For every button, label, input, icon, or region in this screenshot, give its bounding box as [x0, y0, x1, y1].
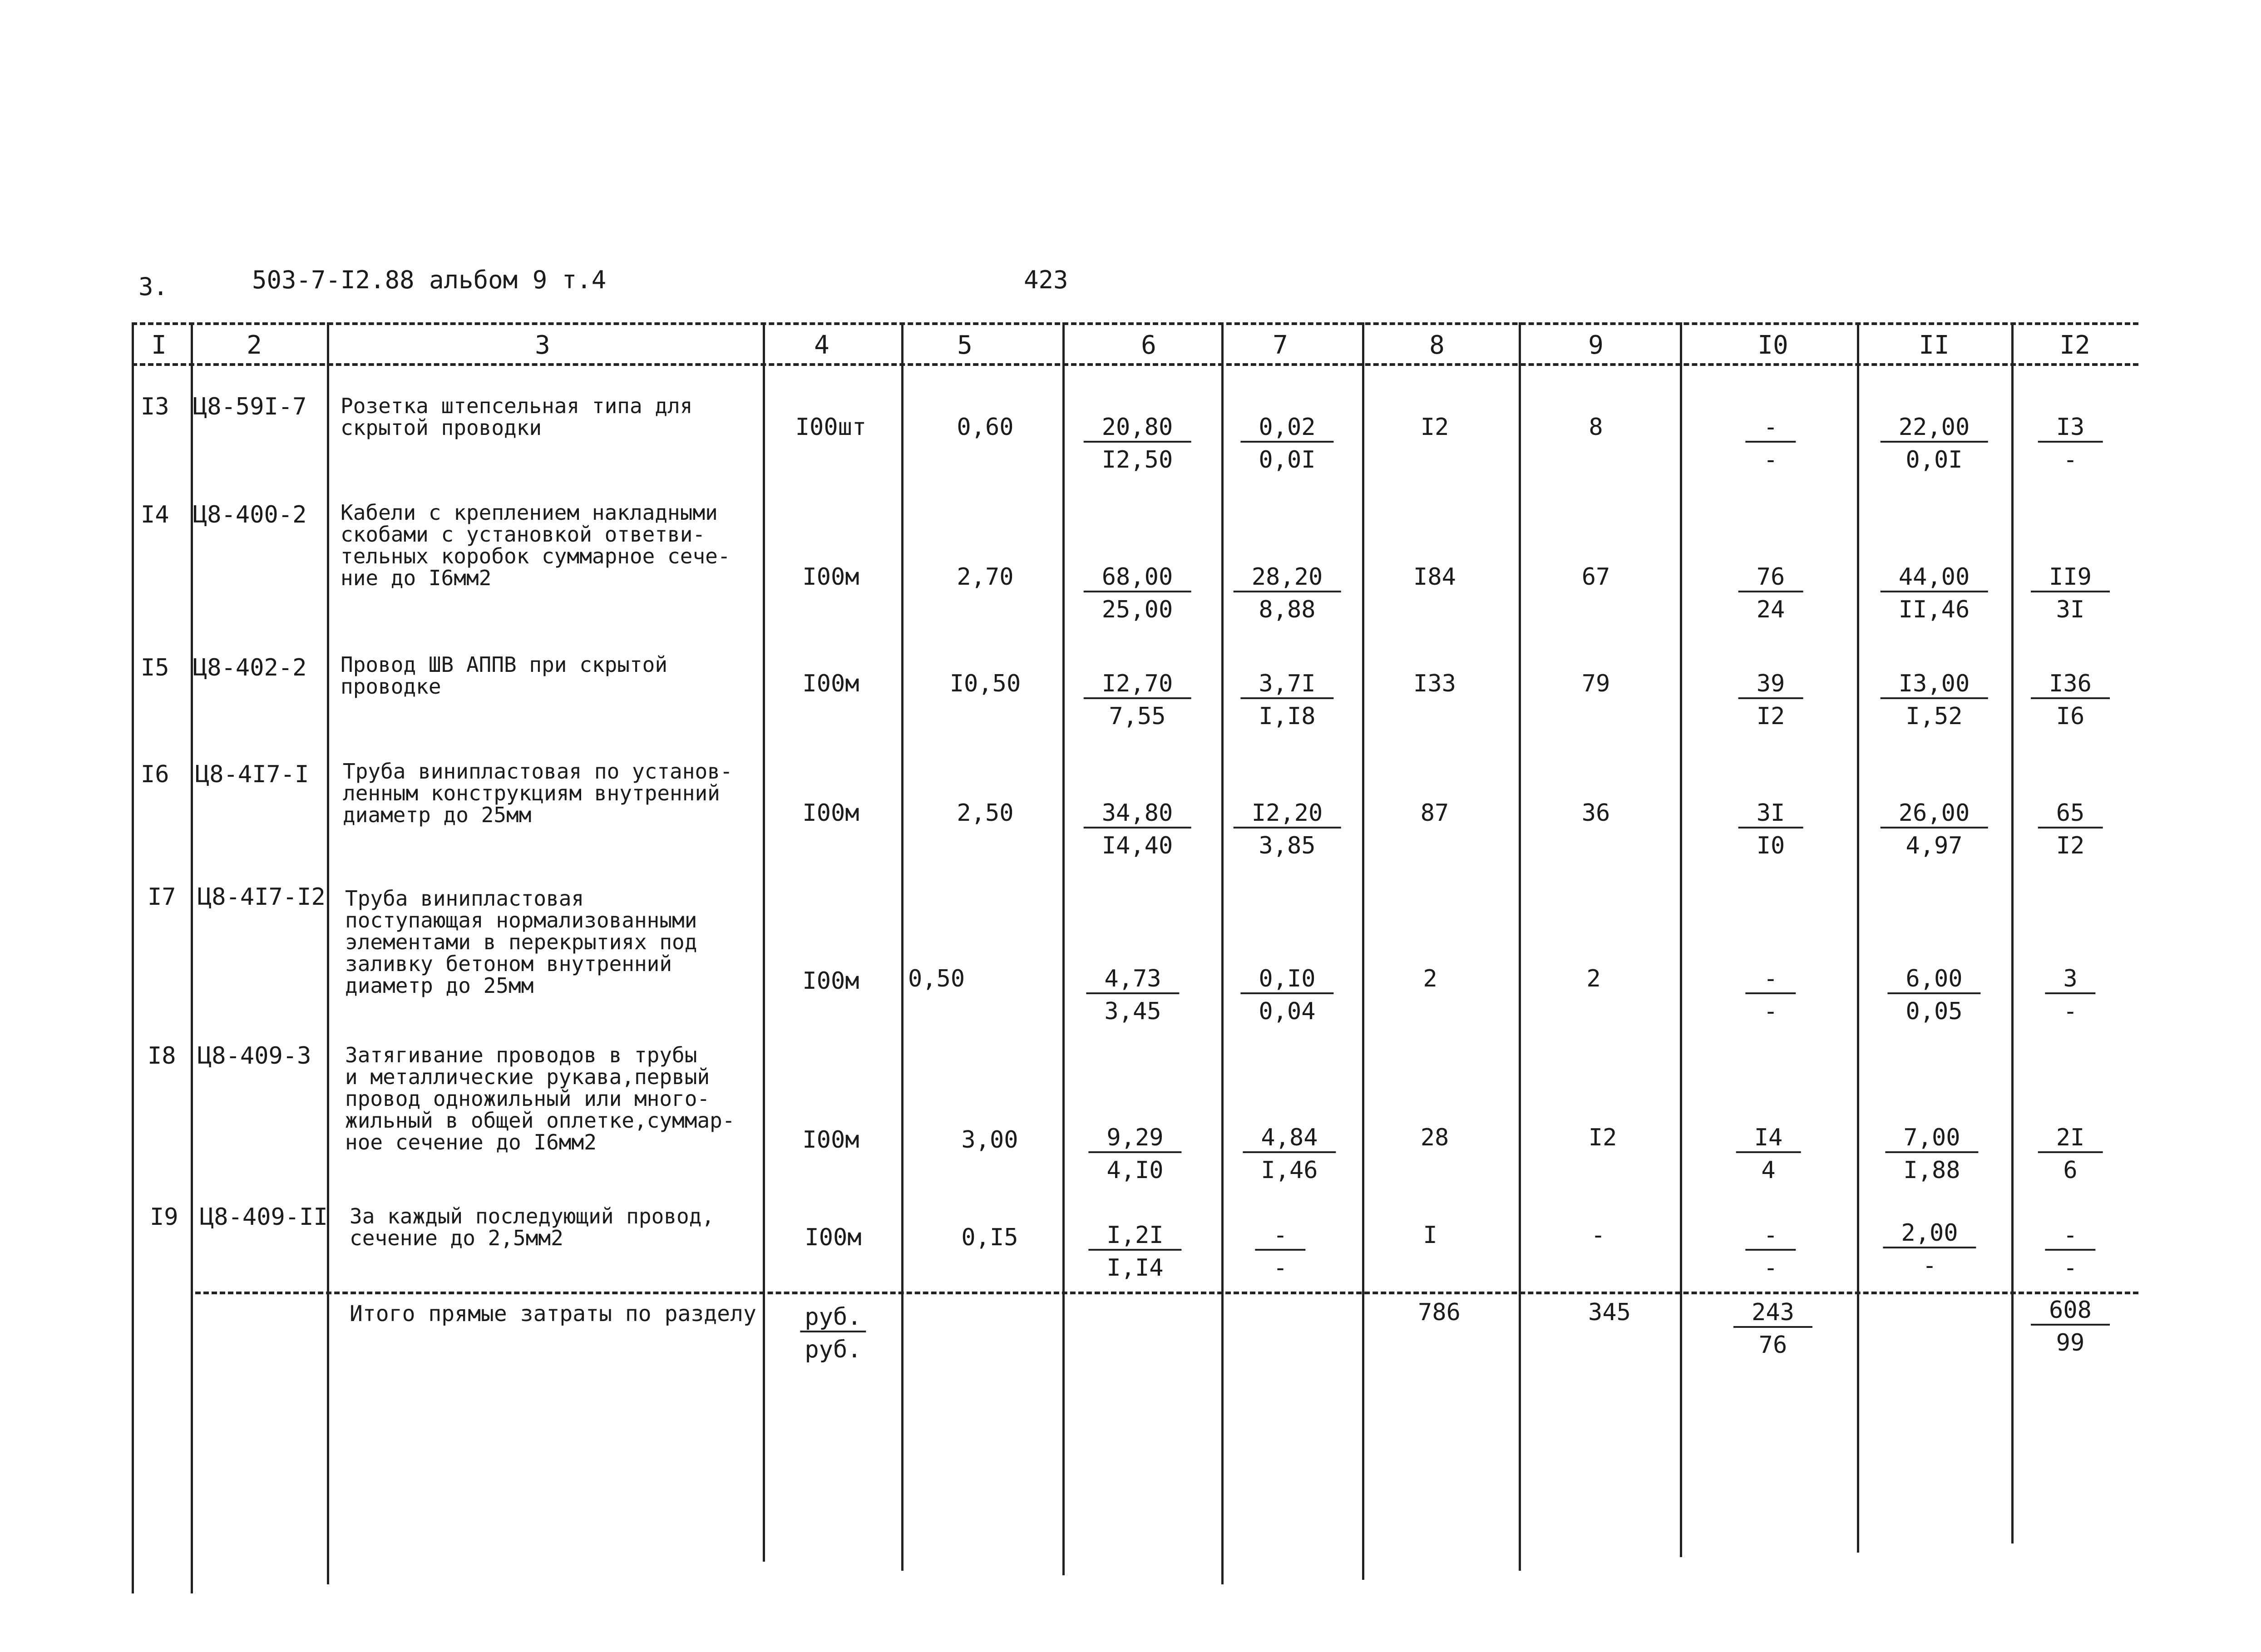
- norm-code: Ц8-409-3: [197, 1042, 311, 1070]
- quantity: 0,60: [957, 414, 1014, 441]
- sheet-number: 423: [1024, 266, 1068, 294]
- col12-value: $\frac{65}{I2}$: [2038, 801, 2103, 858]
- unit: I00м: [805, 1224, 862, 1251]
- col8-value: I: [1423, 1222, 1437, 1249]
- col6-value: $\frac{9,29}{4,I0}$: [1088, 1126, 1181, 1182]
- col12-value: $\frac{2I}{6}$: [2038, 1126, 2103, 1182]
- col6-value: $\frac{4,73}{3,45}$: [1086, 967, 1179, 1023]
- quantity: 2,50: [957, 799, 1014, 827]
- col12-value: 3 -: [2045, 967, 2095, 1023]
- unit: I00м: [802, 967, 859, 995]
- norm-code: Ц8-4I7-I: [195, 761, 309, 788]
- work-description: Труба винипластовая по установ- ленным конструкциям внутренний диаметр до 25мм: [343, 759, 733, 827]
- quantity: 0,I5: [961, 1224, 1018, 1251]
- column-header: 8: [1429, 330, 1445, 360]
- col6-value: $\frac{I,2I}{I,I4}$: [1088, 1223, 1181, 1280]
- col6-value: $\frac{68,00}{25,00}$: [1084, 565, 1191, 621]
- column-header: 3: [535, 330, 550, 360]
- col7-value: $\frac{4,84}{I,46}$: [1243, 1126, 1336, 1182]
- row-number: I5: [141, 654, 169, 681]
- col12-value: $\frac{I36}{I6}$: [2031, 672, 2110, 728]
- col11-value: $\frac{44,00}{II,46}$: [1881, 565, 1988, 621]
- page-number: 3.: [138, 272, 168, 301]
- row-number: I4: [141, 501, 169, 528]
- column-header: 4: [814, 330, 829, 360]
- col8-value: I84: [1413, 563, 1456, 591]
- col10-value: - -: [1745, 1223, 1796, 1280]
- col8-value: I2: [1420, 414, 1449, 441]
- col6-value: $\frac{34,80}{I4,40}$: [1084, 801, 1191, 858]
- col10-value: - -: [1745, 967, 1796, 1023]
- col7-value: $\frac{0,02}{0,0I}$: [1240, 415, 1333, 472]
- work-description: Кабели с креплением накладными скобами с установкой ответви- тельных коробок суммарное сече- ние до I6мм2: [341, 500, 731, 590]
- column-header: 9: [1588, 330, 1604, 360]
- col7-value: $\frac{0,I0}{0,04}$: [1240, 967, 1333, 1023]
- col9-value: 79: [1581, 670, 1610, 697]
- row-number: I9: [150, 1203, 178, 1231]
- total-col9: 345: [1588, 1299, 1631, 1326]
- norm-code: Ц8-402-2: [193, 654, 307, 681]
- total-label: Итого прямые затраты по разделу: [350, 1301, 756, 1327]
- col9-value: I2: [1588, 1124, 1617, 1151]
- col7-value: $\frac{28,20}{8,88}$: [1234, 565, 1341, 621]
- row-number: I7: [148, 883, 176, 911]
- document-code: 503-7-I2.88 альбом 9 т.4: [252, 266, 607, 294]
- total-unit: руб. руб.: [800, 1305, 866, 1361]
- unit: I00м: [802, 670, 859, 697]
- col12-value: - -: [2045, 1223, 2095, 1280]
- col11-value: $\frac{6,00}{0,05}$: [1887, 967, 1980, 1023]
- col7-value: $\frac{3,7I}{I,I8}$: [1240, 672, 1333, 728]
- work-description: Провод ШВ АППВ при скрытой проводке: [341, 652, 668, 699]
- col12-value: I3 -: [2038, 415, 2103, 472]
- col9-value: 36: [1581, 799, 1610, 827]
- norm-code: Ц8-4I7-I2: [197, 883, 326, 911]
- quantity: 0,50: [908, 965, 965, 992]
- col10-value: $\frac{39}{I2}$: [1738, 672, 1803, 728]
- row-number: I6: [141, 761, 169, 788]
- col11-value: $\frac{22,00}{0,0I}$: [1881, 415, 1988, 472]
- col9-value: 2: [1586, 965, 1601, 992]
- col8-value: 87: [1420, 799, 1449, 827]
- col11-value: 2,00 -: [1883, 1221, 1976, 1277]
- unit: I00м: [802, 799, 859, 827]
- col6-value: $\frac{20,80}{I2,50}$: [1084, 415, 1191, 472]
- row-number: I8: [148, 1042, 176, 1070]
- col11-value: $\frac{7,00}{I,88}$: [1885, 1126, 1978, 1182]
- col7-value: $\frac{I2,20}{3,85}$: [1234, 801, 1341, 858]
- column-header: 6: [1141, 330, 1156, 360]
- col11-value: $\frac{26,00}{4,97}$: [1881, 801, 1988, 858]
- column-header: I2: [2059, 330, 2090, 360]
- column-header: I0: [1757, 330, 1788, 360]
- col9-value: 67: [1581, 563, 1610, 591]
- work-description: Розетка штепсельная типа для скрытой проводки: [341, 394, 693, 440]
- col8-value: I33: [1413, 670, 1456, 697]
- col8-value: 2: [1423, 965, 1437, 992]
- col10-value: - -: [1745, 415, 1796, 472]
- col7-value: - -: [1255, 1223, 1305, 1280]
- col10-value: $\frac{I4}{4}$: [1736, 1126, 1801, 1182]
- work-description: Труба винипластовая поступающая нормализованными элементами в перекрытиях под заливку бетоном внутренний диаметр до 25мм: [345, 886, 697, 998]
- work-description: Затягивание проводов в трубы и металлические рукава,первый провод одножильный или много- жильный в общей оплетке,суммар- ное сечение до I6мм2: [345, 1043, 735, 1154]
- norm-code: Ц8-400-2: [193, 501, 307, 528]
- quantity: 2,70: [957, 563, 1014, 591]
- col12-value: $\frac{II9}{3I}$: [2031, 565, 2110, 621]
- col8-value: 28: [1420, 1124, 1449, 1151]
- col11-value: $\frac{I3,00}{I,52}$: [1881, 672, 1988, 728]
- norm-code: Ц8-59I-7: [193, 393, 307, 420]
- column-header: 7: [1273, 330, 1288, 360]
- col9-value: -: [1591, 1222, 1605, 1249]
- unit: I00м: [802, 563, 859, 591]
- quantity: 3,00: [961, 1126, 1018, 1154]
- quantity: I0,50: [949, 670, 1021, 697]
- row-number: I3: [141, 393, 169, 420]
- unit: I00шт: [795, 414, 867, 441]
- col10-value: $\frac{3I}{I0}$: [1738, 801, 1803, 858]
- total-col8: 786: [1418, 1299, 1461, 1326]
- column-header: II: [1919, 330, 1950, 360]
- col10-value: $\frac{76}{24}$: [1738, 565, 1803, 621]
- total-col12: $\frac{608}{99}$: [2031, 1298, 2110, 1355]
- col6-value: $\frac{I2,70}{7,55}$: [1084, 672, 1191, 728]
- column-header: I: [151, 330, 167, 360]
- col9-value: 8: [1589, 414, 1603, 441]
- column-header: 5: [957, 330, 973, 360]
- column-header: 2: [247, 330, 262, 360]
- work-description: За каждый последующий провод, сечение до 2,5мм2: [350, 1204, 715, 1250]
- total-col10: $\frac{243}{76}$: [1733, 1301, 1812, 1357]
- unit: I00м: [802, 1126, 859, 1154]
- norm-code: Ц8-409-II: [200, 1203, 328, 1231]
